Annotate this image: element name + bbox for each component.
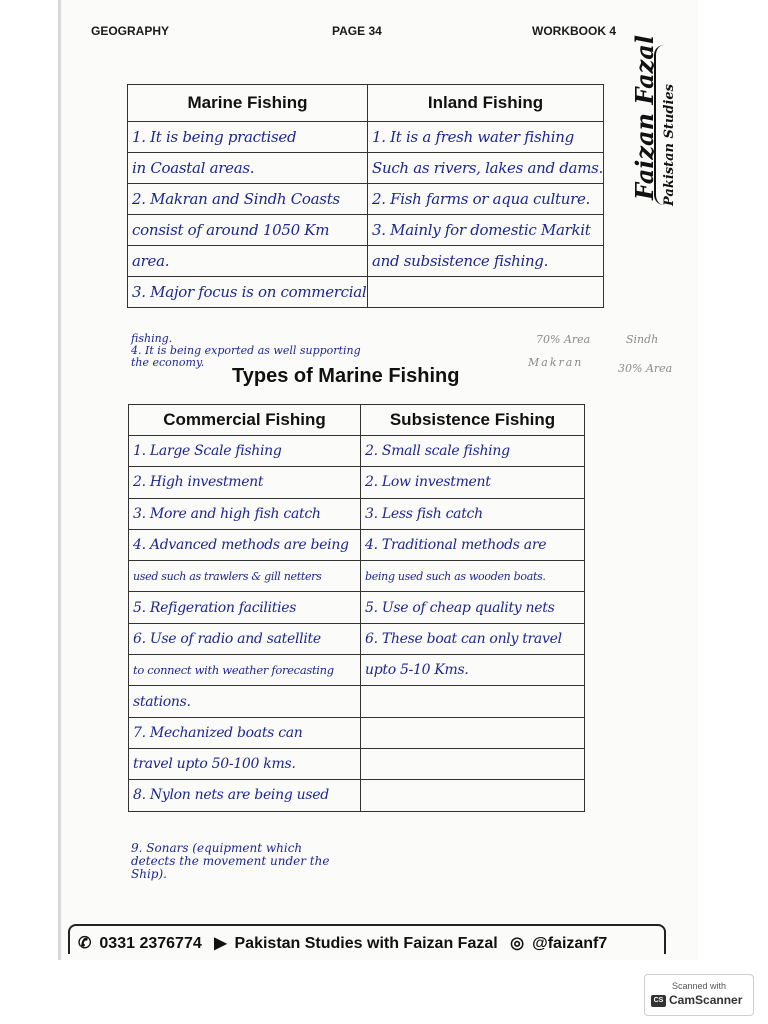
footer-handle: @faizanf7 [532, 935, 608, 952]
table-row [128, 122, 604, 153]
table-cell: 2. High investment [129, 467, 361, 498]
table-cell: 5. Refigeration facilities [129, 592, 361, 623]
table-row [129, 623, 585, 654]
table-row [128, 246, 604, 277]
table-cell: 5. Use of cheap quality nets [361, 592, 585, 623]
note-line: Ship). [131, 867, 167, 881]
table-cell: 2. Small scale fishing [361, 436, 585, 467]
table-row [128, 184, 604, 215]
table-cell: 3. Mainly for domestic Markit [368, 215, 604, 246]
table-cell: in Coastal areas. [128, 153, 368, 184]
table-row [129, 467, 585, 498]
footer-contact [78, 933, 615, 953]
table-header-row [129, 405, 585, 436]
note-line: 4. It is being exported as well supporting [131, 344, 361, 357]
table-cell: 1. It is a fresh water fishing [368, 122, 604, 153]
table-cell: 8. Nylon nets are being used [129, 780, 361, 811]
table-cell: to connect with weather forecasting [129, 655, 361, 686]
play-icon: ▶ [214, 935, 227, 952]
footer-channel: Pakistan Studies with Faizan Fazal [234, 935, 498, 952]
note-line: detects the movement under the [131, 854, 330, 868]
table-cell: area. [128, 246, 368, 277]
brand-name: Faizan Fazal [630, 35, 659, 200]
phone-icon: ✆ [78, 935, 92, 952]
header-subject: GEOGRAPHY [91, 24, 170, 38]
table-cell: 4. Traditional methods are [361, 529, 585, 560]
camscanner-badge [644, 974, 754, 1016]
table-row [129, 686, 585, 717]
header-page-number: PAGE 34 [332, 24, 382, 38]
table-cell: being used such as wooden boats. [361, 561, 585, 592]
table-cell: 4. Advanced methods are being [129, 529, 361, 560]
table-cell: 3. More and high fish catch [129, 498, 361, 529]
table-row [128, 215, 604, 246]
table-row [129, 655, 585, 686]
commercial-fishing-notes [131, 842, 329, 881]
table-header-row [128, 85, 604, 122]
table-cell: 2. Low investment [361, 467, 585, 498]
table-cell: and subsistence fishing. [368, 246, 604, 277]
marine-fishing-notes [131, 333, 361, 369]
table-row [128, 277, 604, 308]
table-cell: 1. Large Scale fishing [129, 436, 361, 467]
column-header: Subsistence Fishing [361, 405, 585, 436]
table-cell [361, 780, 585, 811]
margin-note: 30% Area [618, 362, 673, 375]
marine-inland-table [127, 84, 604, 308]
header-workbook: WORKBOOK 4 [532, 24, 616, 38]
table-cell [361, 748, 585, 779]
table-row [129, 436, 585, 467]
table-row [129, 780, 585, 811]
table-row [129, 561, 585, 592]
note-line: 9. Sonars (equipment which [131, 841, 303, 855]
table-cell: 1. It is being practised [128, 122, 368, 153]
table-row [129, 592, 585, 623]
table-cell [361, 717, 585, 748]
margin-note: Sindh [626, 333, 659, 346]
note-line: fishing. [131, 332, 173, 345]
page-edge [58, 0, 61, 960]
table-cell: used such as trawlers & gill netters [129, 561, 361, 592]
note-line: the economy. [131, 356, 205, 369]
column-header: Commercial Fishing [129, 405, 361, 436]
table-row [129, 529, 585, 560]
table-cell: Such as rivers, lakes and dams. [368, 153, 604, 184]
footer-phone: 0331 2376774 [99, 935, 202, 952]
table-row [129, 498, 585, 529]
margin-note: 70% Area [536, 333, 591, 346]
table-cell: 3. Major focus is on commercial [128, 277, 368, 308]
table-cell: 3. Less fish catch [361, 498, 585, 529]
camscanner-logo-icon: CS [651, 995, 666, 1007]
table-cell: consist of around 1050 Km [128, 215, 368, 246]
commercial-subsistence-table [128, 404, 585, 812]
table-cell: 7. Mechanized boats can [129, 717, 361, 748]
table-cell: 2. Fish farms or aqua culture. [368, 184, 604, 215]
table-cell: stations. [129, 686, 361, 717]
table-cell: travel upto 50-100 kms. [129, 748, 361, 779]
table-cell [368, 277, 604, 308]
column-header: Marine Fishing [128, 85, 368, 122]
margin-note: Makran [528, 356, 584, 369]
instagram-icon: ◎ [510, 935, 525, 952]
table-cell: 2. Makran and Sindh Coasts [128, 184, 368, 215]
table-cell: 6. Use of radio and satellite [129, 623, 361, 654]
scanned-with-label: Scanned with [671, 981, 727, 991]
table-row [128, 153, 604, 184]
table-row [129, 748, 585, 779]
brand-subtitle: Pakistan Studies [662, 84, 677, 206]
brand-brace [654, 45, 664, 205]
table-row [129, 717, 585, 748]
table-cell: upto 5-10 Kms. [361, 655, 585, 686]
table-cell: 6. These boat can only travel [361, 623, 585, 654]
column-header: Inland Fishing [368, 85, 604, 122]
section-title: Types of Marine Fishing [232, 365, 460, 387]
table-cell [361, 686, 585, 717]
camscanner-name: CamScanner [669, 993, 743, 1007]
